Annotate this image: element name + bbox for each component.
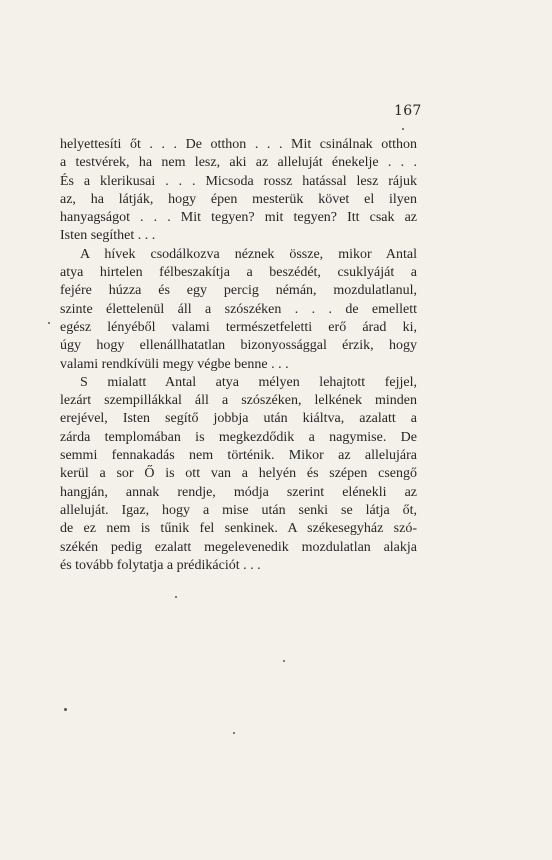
text-line: székén pedig ezalatt megelevenedik mozdulatlan alakja — [60, 539, 417, 555]
text-line: lezárt szempillákkal áll a szószéken, lelkének minden — [60, 393, 417, 409]
text-line: zárda templomában is megkezdődik a nagymise. De — [60, 429, 417, 445]
scan-speck — [233, 732, 235, 734]
scan-speck — [283, 660, 285, 662]
scan-speck — [175, 596, 177, 598]
text-line: erejével, Isten segítő jobbja után kiáltva, azalatt a — [60, 411, 417, 427]
text-line: valami rendkívüli megy végbe benne . . . — [60, 356, 289, 372]
text-line: úgy hogy ellenállhatatlan bizonyossággal érzik, hogy — [60, 338, 417, 354]
text-line: A hívek csodálkozva néznek össze, mikor Antal — [80, 246, 417, 262]
text-line: hanyagságot . . . Mit tegyen? mit tegyen? Itt csak az — [60, 210, 417, 226]
text-line: de ez nem is tűnik fel senkinek. A székesegyház szó- — [60, 521, 417, 537]
text-line: atya hirtelen félbeszakítja a beszédét, csuklyáját a — [60, 265, 417, 281]
text-line: szinte élettelenül áll a szószéken . . . de emellett — [60, 301, 417, 317]
scan-speck — [48, 322, 50, 324]
scan-speck — [64, 708, 67, 711]
text-line: És a klerikusai . . . Micsoda rossz hatással lesz rájuk — [60, 173, 417, 189]
scan-speck — [402, 128, 404, 130]
text-line: hangján, annak rendje, módja szerint elénekli az — [60, 484, 417, 500]
text-line: kerül a sor Ő is ott van a helyén és szépen csengő — [60, 466, 417, 482]
text-line: helyettesíti őt . . . De otthon . . . Mit csinálnak otthon — [60, 137, 417, 152]
text-line: egész lényéből valami természetfeletti erő árad ki, — [60, 319, 417, 335]
page-number: 167 — [394, 103, 422, 119]
text-line: a testvérek, ha nem lesz, aki az alleluját énekelje . . . — [60, 155, 417, 171]
text-line: S mialatt Antal atya mélyen lehajtott fejjel, — [80, 374, 417, 390]
body-text — [60, 136, 417, 575]
text-line: semmi fennakadás nem történik. Mikor az allelujára — [60, 448, 417, 464]
text-line: és tovább folytatja a prédikációt . . . — [60, 557, 261, 573]
text-line: alleluját. Igaz, hogy a mise után senki se látja őt, — [60, 502, 417, 518]
text-line: fejére húzza és egy percig némán, mozdulatlanul, — [60, 283, 417, 299]
text-line: az, ha látják, hogy épen mesterük követ el ilyen — [60, 191, 417, 207]
text-line: Isten segíthet . . . — [60, 228, 156, 244]
